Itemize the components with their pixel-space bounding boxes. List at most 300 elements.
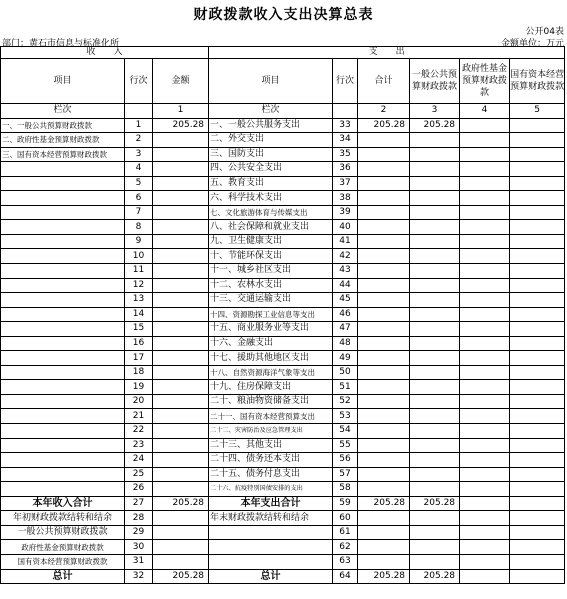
income-amount	[153, 133, 209, 148]
income-item	[1, 394, 125, 409]
expense-general: 205.28	[410, 569, 460, 584]
expense-state-capital	[510, 482, 565, 497]
income-line-no: 21	[125, 409, 153, 424]
expense-general	[410, 322, 460, 337]
expense-gov-fund	[460, 234, 510, 249]
index-blank	[125, 104, 153, 119]
expense-general	[410, 162, 460, 177]
expense-line-no: 33	[333, 118, 358, 133]
expense-item: 本年支出合计	[209, 496, 333, 511]
expense-state-capital	[510, 569, 565, 584]
expense-line-no: 52	[333, 394, 358, 409]
table-row	[1, 234, 565, 249]
table-row	[1, 191, 565, 206]
income-line-no: 29	[125, 525, 153, 540]
income-amount	[153, 380, 209, 395]
income-amount	[153, 162, 209, 177]
expense-line-no: 44	[333, 278, 358, 293]
expense-gov-fund	[460, 511, 510, 526]
expense-gov-fund	[460, 467, 510, 482]
expense-total	[358, 394, 410, 409]
income-amount: 205.28	[153, 569, 209, 584]
income-item: 国有资本经营预算财政拨款	[1, 554, 125, 569]
unit-label: 金额单位：万元	[500, 39, 564, 49]
expense-total	[358, 351, 410, 366]
table-row	[1, 336, 565, 351]
expense-gov-fund	[460, 220, 510, 235]
table-row	[1, 205, 565, 220]
form-code: 公开04表	[525, 27, 564, 37]
expense-gov-fund	[460, 205, 510, 220]
col-header-total: 合计	[358, 59, 410, 104]
expense-gov-fund	[460, 394, 510, 409]
table-row	[1, 293, 565, 308]
income-item	[1, 322, 125, 337]
expense-state-capital	[510, 133, 565, 148]
income-item: 政府性基金预算财政拨款	[1, 540, 125, 555]
expense-general	[410, 453, 460, 468]
expense-line-no: 63	[333, 554, 358, 569]
expense-state-capital	[510, 278, 565, 293]
expense-item: 二、外交支出	[209, 133, 333, 148]
expense-item: 六、科学技术支出	[209, 191, 333, 206]
expense-line-no: 53	[333, 409, 358, 424]
expense-total	[358, 336, 410, 351]
income-item: 本年收入合计	[1, 496, 125, 511]
income-line-no: 31	[125, 554, 153, 569]
income-item	[1, 438, 125, 453]
col-header-line-no: 行次	[125, 59, 153, 104]
index-col-2: 2	[358, 104, 410, 119]
expense-total	[358, 540, 410, 555]
table-row	[1, 176, 565, 191]
table-row	[1, 569, 565, 584]
income-line-no: 10	[125, 249, 153, 264]
expense-general	[410, 365, 460, 380]
expense-line-no: 42	[333, 249, 358, 264]
expense-general	[410, 307, 460, 322]
expense-item: 十四、资源勘探工业信息等支出	[209, 307, 333, 322]
expense-gov-fund	[460, 336, 510, 351]
income-amount	[153, 278, 209, 293]
expense-line-no: 45	[333, 293, 358, 308]
expense-general	[410, 147, 460, 162]
expense-general	[410, 438, 460, 453]
expense-general: 205.28	[410, 496, 460, 511]
expense-gov-fund	[460, 307, 510, 322]
income-item	[1, 249, 125, 264]
table-row	[1, 424, 565, 439]
table-row	[1, 394, 565, 409]
income-amount	[153, 249, 209, 264]
table-row	[1, 322, 565, 337]
expense-gov-fund	[460, 482, 510, 497]
income-amount	[153, 394, 209, 409]
expense-general	[410, 409, 460, 424]
expense-item: 二十二、灾害防治及应急管理支出	[209, 424, 333, 439]
expense-line-no: 59	[333, 496, 358, 511]
expense-gov-fund	[460, 351, 510, 366]
income-item	[1, 264, 125, 279]
expense-item	[209, 525, 333, 540]
income-line-no: 20	[125, 394, 153, 409]
expense-state-capital	[510, 220, 565, 235]
table-row	[1, 554, 565, 569]
income-item	[1, 293, 125, 308]
income-amount	[153, 176, 209, 191]
income-line-no: 2	[125, 133, 153, 148]
income-amount	[153, 322, 209, 337]
expense-gov-fund	[460, 453, 510, 468]
expense-item	[209, 554, 333, 569]
income-line-no: 18	[125, 365, 153, 380]
income-line-no: 23	[125, 438, 153, 453]
income-amount	[153, 234, 209, 249]
expense-line-no: 57	[333, 467, 358, 482]
income-line-no: 12	[125, 278, 153, 293]
income-amount	[153, 191, 209, 206]
table-row	[1, 220, 565, 235]
expense-line-no: 55	[333, 438, 358, 453]
expense-total	[358, 191, 410, 206]
page-title: 财政拨款收入支出决算总表	[193, 7, 374, 23]
income-line-no: 13	[125, 293, 153, 308]
expense-line-no: 56	[333, 453, 358, 468]
table-row	[1, 482, 565, 497]
income-amount	[153, 264, 209, 279]
expense-total: 205.28	[358, 118, 410, 133]
expense-state-capital	[510, 394, 565, 409]
income-item: 总计	[1, 569, 125, 584]
expense-gov-fund	[460, 438, 510, 453]
expense-line-no: 61	[333, 525, 358, 540]
income-section-header: 收 入	[1, 47, 209, 59]
expense-line-no: 38	[333, 191, 358, 206]
expense-item: 二十三、其他支出	[209, 438, 333, 453]
table-row	[1, 307, 565, 322]
income-amount	[153, 307, 209, 322]
expense-total	[358, 220, 410, 235]
budget-table	[0, 46, 565, 584]
income-line-no: 8	[125, 220, 153, 235]
table-row	[1, 409, 565, 424]
expense-total	[358, 162, 410, 177]
income-item	[1, 482, 125, 497]
expense-total: 205.28	[358, 569, 410, 584]
income-line-no: 15	[125, 322, 153, 337]
expense-gov-fund	[460, 249, 510, 264]
expense-general	[410, 380, 460, 395]
expense-section-header: 支 出	[209, 47, 565, 59]
income-amount	[153, 205, 209, 220]
income-line-no: 28	[125, 511, 153, 526]
income-line-no: 3	[125, 147, 153, 162]
expense-state-capital	[510, 191, 565, 206]
table-row	[1, 511, 565, 526]
expense-general	[410, 467, 460, 482]
expense-general	[410, 176, 460, 191]
income-item	[1, 424, 125, 439]
expense-general	[410, 278, 460, 293]
expense-item: 二十、粮油物资储备支出	[209, 394, 333, 409]
expense-line-no: 43	[333, 264, 358, 279]
expense-gov-fund	[460, 133, 510, 148]
income-line-no: 27	[125, 496, 153, 511]
expense-state-capital	[510, 351, 565, 366]
income-line-no: 11	[125, 264, 153, 279]
expense-general	[410, 191, 460, 206]
income-line-no: 14	[125, 307, 153, 322]
table-row	[1, 133, 565, 148]
income-line-no: 16	[125, 336, 153, 351]
expense-total	[358, 133, 410, 148]
table-row	[1, 496, 565, 511]
income-amount: 205.28	[153, 118, 209, 133]
expense-general	[410, 293, 460, 308]
income-line-no: 26	[125, 482, 153, 497]
expense-general	[410, 554, 460, 569]
table-row	[1, 525, 565, 540]
expense-state-capital	[510, 365, 565, 380]
expense-gov-fund	[460, 496, 510, 511]
expense-total	[358, 293, 410, 308]
expense-total	[358, 264, 410, 279]
expense-item: 十七、援助其他地区支出	[209, 351, 333, 366]
expense-item: 二十六、抗疫特别国债安排的支出	[209, 482, 333, 497]
income-line-no: 17	[125, 351, 153, 366]
department-label: 部门：黄石市信息与标准化所	[2, 39, 120, 49]
expense-state-capital	[510, 525, 565, 540]
income-item: 二、政府性基金预算财政拨款	[1, 133, 125, 148]
income-line-no: 30	[125, 540, 153, 555]
col-header-general: 一般公共预算财政拨款	[410, 59, 460, 104]
expense-general	[410, 249, 460, 264]
income-item: 年初财政拨款结转和结余	[1, 511, 125, 526]
income-item	[1, 162, 125, 177]
expense-total: 205.28	[358, 496, 410, 511]
expense-gov-fund	[460, 118, 510, 133]
expense-line-no: 49	[333, 351, 358, 366]
table-row	[1, 264, 565, 279]
expense-general	[410, 205, 460, 220]
expense-total	[358, 147, 410, 162]
expense-gov-fund	[460, 365, 510, 380]
expense-state-capital	[510, 453, 565, 468]
expense-total	[358, 554, 410, 569]
expense-state-capital	[510, 118, 565, 133]
table-row	[1, 162, 565, 177]
income-item	[1, 205, 125, 220]
income-line-no: 4	[125, 162, 153, 177]
expense-state-capital	[510, 540, 565, 555]
table-row	[1, 540, 565, 555]
col-header-gov-fund: 政府性基金预算财政拨款	[460, 59, 510, 104]
expense-total	[358, 409, 410, 424]
income-line-no: 22	[125, 424, 153, 439]
table-row	[1, 118, 565, 133]
expense-line-no: 51	[333, 380, 358, 395]
col-header-amount: 金额	[153, 59, 209, 104]
income-amount	[153, 467, 209, 482]
expense-item: 年末财政拨款结转和结余	[209, 511, 333, 526]
expense-line-no: 47	[333, 322, 358, 337]
income-item	[1, 336, 125, 351]
expense-total	[358, 249, 410, 264]
expense-state-capital	[510, 249, 565, 264]
expense-line-no: 46	[333, 307, 358, 322]
expense-gov-fund	[460, 264, 510, 279]
income-amount	[153, 336, 209, 351]
index-col-3: 3	[410, 104, 460, 119]
expense-line-no: 58	[333, 482, 358, 497]
expense-total	[358, 205, 410, 220]
expense-item: 十五、商业服务业等支出	[209, 322, 333, 337]
income-line-no: 24	[125, 453, 153, 468]
expense-line-no: 40	[333, 220, 358, 235]
income-item	[1, 380, 125, 395]
expense-gov-fund	[460, 278, 510, 293]
income-item	[1, 453, 125, 468]
expense-general	[410, 482, 460, 497]
expense-general	[410, 394, 460, 409]
expense-state-capital	[510, 307, 565, 322]
expense-state-capital	[510, 438, 565, 453]
expense-item	[209, 540, 333, 555]
expense-line-no: 48	[333, 336, 358, 351]
expense-total	[358, 424, 410, 439]
income-line-no: 25	[125, 467, 153, 482]
expense-line-no: 62	[333, 540, 358, 555]
expense-item: 八、社会保障和就业支出	[209, 220, 333, 235]
col-header-exp-line-no: 行次	[333, 59, 358, 104]
expense-state-capital	[510, 322, 565, 337]
expense-line-no: 54	[333, 424, 358, 439]
expense-item: 五、教育支出	[209, 176, 333, 191]
expense-general	[410, 234, 460, 249]
expense-item: 十二、农林水支出	[209, 278, 333, 293]
income-item	[1, 191, 125, 206]
income-item: 三、国有资本经营预算财政拨款	[1, 147, 125, 162]
expense-line-no: 35	[333, 147, 358, 162]
income-item	[1, 467, 125, 482]
income-item	[1, 234, 125, 249]
income-amount	[153, 220, 209, 235]
col-header-item: 项目	[1, 59, 125, 104]
expense-state-capital	[510, 162, 565, 177]
expense-state-capital	[510, 176, 565, 191]
expense-state-capital	[510, 336, 565, 351]
income-amount	[153, 365, 209, 380]
expense-item: 十六、金融支出	[209, 336, 333, 351]
expense-item: 十一、城乡社区支出	[209, 264, 333, 279]
expense-line-no: 39	[333, 205, 358, 220]
table-row	[1, 278, 565, 293]
expense-state-capital	[510, 147, 565, 162]
income-line-no: 19	[125, 380, 153, 395]
income-line-no: 1	[125, 118, 153, 133]
expense-state-capital	[510, 205, 565, 220]
expense-general	[410, 525, 460, 540]
income-amount	[153, 147, 209, 162]
expense-gov-fund	[460, 540, 510, 555]
table-row	[1, 467, 565, 482]
income-amount	[153, 482, 209, 497]
income-item: 一般公共预算财政拨款	[1, 525, 125, 540]
index-col-4: 4	[460, 104, 510, 119]
index-label: 栏次	[1, 104, 125, 119]
income-amount	[153, 453, 209, 468]
expense-gov-fund	[460, 176, 510, 191]
table-row	[1, 380, 565, 395]
expense-total	[358, 365, 410, 380]
expense-item: 九、卫生健康支出	[209, 234, 333, 249]
expense-gov-fund	[460, 554, 510, 569]
expense-line-no: 50	[333, 365, 358, 380]
expense-state-capital	[510, 409, 565, 424]
expense-total	[358, 234, 410, 249]
income-amount	[153, 511, 209, 526]
expense-item: 七、文化旅游体育与传媒支出	[209, 205, 333, 220]
expense-general: 205.28	[410, 118, 460, 133]
table-row	[1, 438, 565, 453]
expense-total	[358, 380, 410, 395]
expense-general	[410, 511, 460, 526]
expense-total	[358, 525, 410, 540]
expense-line-no: 64	[333, 569, 358, 584]
expense-general	[410, 264, 460, 279]
income-line-no: 6	[125, 191, 153, 206]
expense-total	[358, 467, 410, 482]
expense-state-capital	[510, 467, 565, 482]
income-amount	[153, 293, 209, 308]
expense-gov-fund	[460, 162, 510, 177]
expense-item: 二十五、债务付息支出	[209, 467, 333, 482]
income-item	[1, 409, 125, 424]
expense-state-capital	[510, 424, 565, 439]
income-item	[1, 220, 125, 235]
expense-total	[358, 176, 410, 191]
expense-gov-fund	[460, 409, 510, 424]
table-row	[1, 147, 565, 162]
index-col-5: 5	[510, 104, 565, 119]
expense-gov-fund	[460, 322, 510, 337]
expense-general	[410, 220, 460, 235]
expense-state-capital	[510, 496, 565, 511]
expense-item: 十、节能环保支出	[209, 249, 333, 264]
expense-state-capital	[510, 293, 565, 308]
expense-total	[358, 482, 410, 497]
expense-gov-fund	[460, 147, 510, 162]
expense-state-capital	[510, 511, 565, 526]
income-amount	[153, 438, 209, 453]
expense-state-capital	[510, 264, 565, 279]
expense-gov-fund	[460, 569, 510, 584]
income-amount	[153, 409, 209, 424]
expense-total	[358, 438, 410, 453]
income-amount	[153, 351, 209, 366]
expense-gov-fund	[460, 191, 510, 206]
expense-line-no: 37	[333, 176, 358, 191]
index-exp-label: 栏次	[209, 104, 333, 119]
income-amount	[153, 525, 209, 540]
income-line-no: 32	[125, 569, 153, 584]
expense-item: 二十四、债务还本支出	[209, 453, 333, 468]
income-line-no: 9	[125, 234, 153, 249]
expense-total	[358, 307, 410, 322]
expense-line-no: 41	[333, 234, 358, 249]
expense-total	[358, 278, 410, 293]
expense-total	[358, 511, 410, 526]
